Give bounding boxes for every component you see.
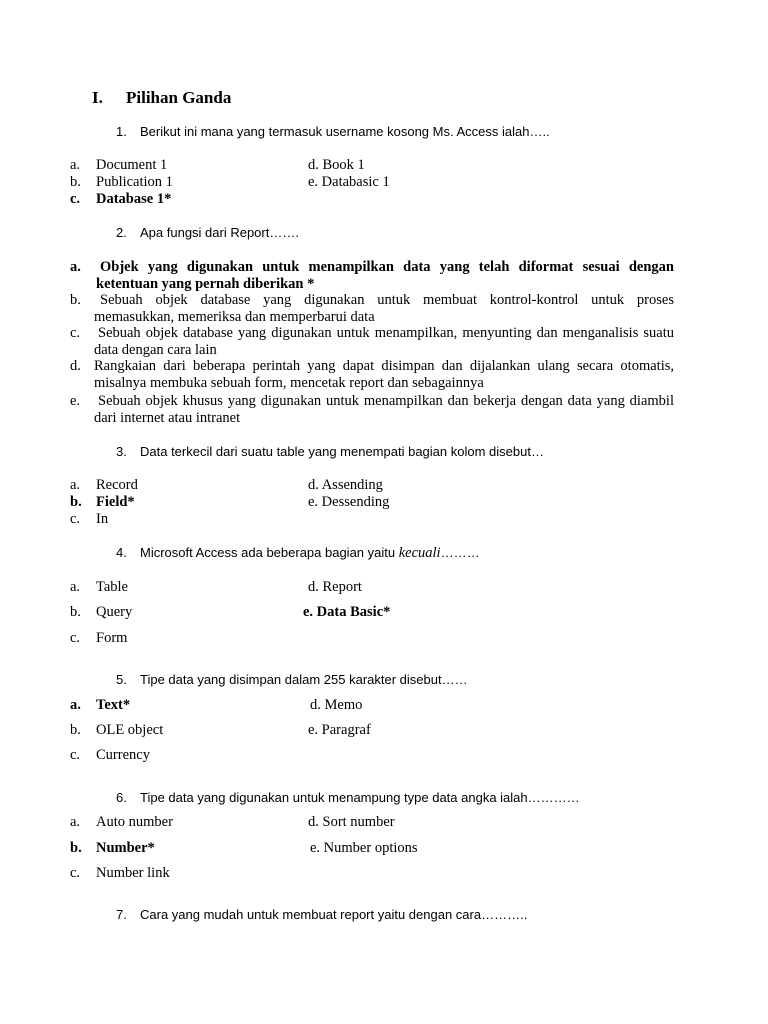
option-letter: e. (70, 393, 81, 409)
question-4-number: 4. (116, 545, 127, 560)
option-letter: a. (70, 259, 81, 275)
q3-option-a: Record (96, 477, 138, 493)
option-letter: b. (70, 722, 81, 738)
q4-option-d: d. Report (308, 579, 362, 595)
q5-option-e: e. Paragraf (308, 722, 371, 738)
q6-option-c: Number link (96, 865, 170, 881)
q6-option-b-answer: Number* (96, 840, 155, 856)
option-letter: c. (70, 325, 81, 341)
option-letter: b. (70, 292, 81, 308)
q4-option-b: Query (96, 604, 133, 620)
question-4-text-main: Microsoft Access ada beberapa bagian yaitu (140, 545, 399, 560)
option-letter: c. (70, 865, 81, 881)
option-letter: a. (70, 477, 81, 493)
q2-option-d: Rangkaian dari beberapa perintah yang dapat disimpan dan dijalankan ulang secara otomatis, misalnya membuka sebuah form, mencetak report dan sebagainnya (94, 358, 674, 391)
q5-option-a-answer: Text* (96, 697, 131, 713)
question-3-number: 3. (116, 444, 127, 459)
q1-option-a: Document 1 (96, 157, 168, 173)
q2-option-b: Sebuah objek database yang digunakan untuk membuat kontrol-kontrol untuk proses memasukkan, memeriksa dan memperbarui data (94, 292, 674, 325)
q3-option-b-answer: Field* (96, 494, 135, 510)
option-letter: c. (70, 747, 81, 763)
option-letter: b. (70, 604, 81, 620)
q6-option-d: d. Sort number (308, 814, 395, 830)
question-5-number: 5. (116, 672, 127, 687)
option-letter: a. (70, 814, 81, 830)
option-letter: a. (70, 697, 81, 713)
q4-option-e-answer: e. Data Basic* (303, 604, 391, 620)
q3-option-e: e. Dessending (308, 494, 390, 510)
question-1-text: Berikut ini mana yang termasuk username kosong Ms. Access ialah….. (140, 124, 550, 139)
question-5-text: Tipe data yang disimpan dalam 255 karakter disebut…… (140, 672, 468, 687)
q5-option-b: OLE object (96, 722, 164, 738)
question-2-text: Apa fungsi dari Report……. (140, 225, 299, 240)
q3-option-d: d. Assending (308, 477, 383, 493)
q3-option-c: In (96, 511, 109, 527)
option-letter: b. (70, 840, 82, 856)
question-7-number: 7. (116, 907, 127, 922)
option-letter: b. (70, 494, 82, 510)
q2-option-c: Sebuah objek database yang digunakan untuk menampilkan, menyunting dan menganalisis suatu data dengan cara lain (94, 325, 674, 358)
section-number: I. (92, 88, 103, 107)
question-3-text: Data terkecil dari suatu table yang menempati bagian kolom disebut… (140, 444, 544, 459)
question-6-text: Tipe data yang digunakan untuk menampung type data angka ialah………… (140, 790, 580, 805)
q2-option-a-answer: Objek yang digunakan untuk menampilkan data yang telah diformat sesuai dengan ketentuan yang pernah diberikan * (96, 259, 674, 292)
question-4-emphasis: kecuali (398, 545, 441, 561)
question-2-number: 2. (116, 225, 127, 240)
question-1-number: 1. (116, 124, 127, 139)
option-letter: a. (70, 579, 81, 595)
q5-option-d: d. Memo (310, 697, 363, 713)
option-letter: d. (70, 358, 81, 374)
question-4-text (140, 545, 480, 562)
q1-option-b: Publication 1 (96, 174, 173, 190)
option-letter: a. (70, 157, 81, 173)
q4-option-a: Table (96, 579, 128, 595)
section-title: Pilihan Ganda (126, 88, 232, 107)
question-4-text-tail: ……… (440, 545, 480, 560)
q1-option-e: e. Databasic 1 (308, 174, 390, 190)
q4-option-c: Form (96, 630, 128, 646)
q6-option-e: e. Number options (310, 840, 418, 856)
option-letter: c. (70, 511, 81, 527)
option-letter: c. (70, 630, 81, 646)
question-7-text: Cara yang mudah untuk membuat report yaitu dengan cara……….. (140, 907, 528, 922)
option-letter: c. (70, 191, 81, 207)
q2-option-e: Sebuah objek khusus yang digunakan untuk menampilkan dan bekerja dengan data yang diambil dari internet atau intranet (94, 393, 674, 426)
option-letter: b. (70, 174, 81, 190)
q1-option-c-answer: Database 1* (96, 191, 172, 207)
q6-option-a: Auto number (96, 814, 173, 830)
q5-option-c: Currency (96, 747, 150, 763)
q1-option-d: d. Book 1 (308, 157, 365, 173)
question-6-number: 6. (116, 790, 127, 805)
